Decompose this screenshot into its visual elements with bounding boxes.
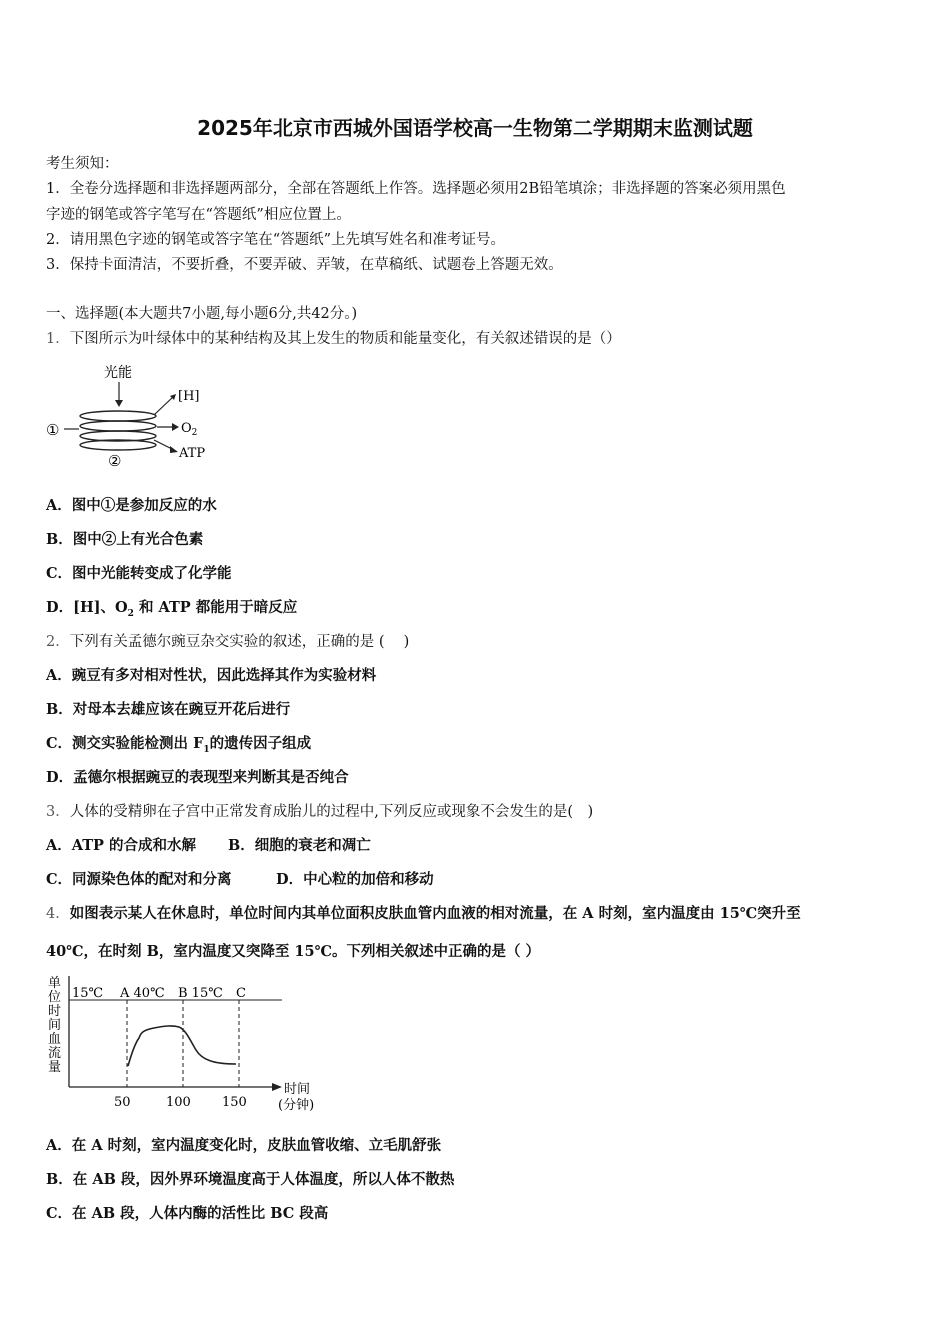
option-text: 图中光能转变成了化学能 <box>72 565 232 582</box>
option-letter: B． <box>228 837 255 854</box>
x-tick-50: 50 <box>114 1095 131 1110</box>
option-letter: A． <box>46 667 72 684</box>
svg-text:时: 时 <box>48 1004 62 1019</box>
svg-text:流: 流 <box>48 1046 62 1061</box>
top-label-c: C <box>236 986 246 1001</box>
atp-label: ATP <box>179 446 206 461</box>
option-1b[interactable] <box>46 528 203 549</box>
option-text: 图中②上有光合色素 <box>72 531 204 548</box>
option-1d[interactable] <box>46 596 297 619</box>
question-number: 2． <box>46 634 70 650</box>
question-number: 1． <box>46 331 70 347</box>
label-circle-1: ① <box>46 421 60 439</box>
option-letter: B． <box>46 531 73 548</box>
notice-item-1-cont: 字迹的钢笔或答字笔写在“答题纸”相应位置上。 <box>46 207 351 223</box>
option-letter: B． <box>46 1171 73 1188</box>
option-4c[interactable] <box>46 1202 328 1223</box>
option-text: 豌豆有多对相对性状，因此选择其作为实验材料 <box>71 667 377 684</box>
option-1a[interactable] <box>46 494 217 515</box>
option-1c[interactable] <box>46 562 232 583</box>
o2-subscript: 2 <box>191 428 198 438</box>
option-letter: C． <box>46 1205 73 1222</box>
x-tick-100: 100 <box>166 1095 191 1110</box>
option-2d[interactable] <box>46 766 349 787</box>
question-4-stem-cont: 40℃，在时刻 B，室内温度又突降至 15℃。下列相关叙述中正确的是（ ） <box>46 943 541 960</box>
question-3-stem <box>46 800 593 821</box>
question-1-stem <box>46 327 621 348</box>
x-axis-unit: (分钟) <box>278 1098 315 1113</box>
notice-item-3: 3．保持卡面清洁，不要折叠，不要弄破、弄皱，在草稿纸、试题卷上答题无效。 <box>46 257 563 273</box>
option-3d[interactable] <box>276 868 434 889</box>
svg-text:间: 间 <box>48 1018 62 1033</box>
option-text: ATP 的合成和水解 <box>71 837 196 854</box>
option-text: 对母本去雄应该在豌豆开花后进行 <box>72 701 291 718</box>
option-3a[interactable] <box>46 834 196 855</box>
svg-text:位: 位 <box>48 990 62 1005</box>
top-label-a-40c: A 40℃ <box>120 986 165 1001</box>
option-letter: D． <box>276 871 304 888</box>
y-axis-label <box>48 976 61 1075</box>
option-letter: B． <box>46 701 73 718</box>
question-number: 4． <box>46 906 70 922</box>
option-4a[interactable] <box>46 1134 441 1155</box>
option-text: 图中①是参加反应的水 <box>71 497 217 514</box>
option-text-post: 的遗传因子组成 <box>209 735 312 752</box>
question-text: 下列有关孟德尔豌豆杂交实验的叙述，正确的是 ( ) <box>69 634 410 650</box>
option-3c[interactable] <box>46 868 232 889</box>
option-letter: A． <box>46 497 72 514</box>
option-text: 细胞的衰老和凋亡 <box>254 837 371 854</box>
svg-text:O2 <box>181 421 197 438</box>
notice-heading: 考生须知： <box>46 156 119 172</box>
blood-flow-curve <box>128 1026 236 1066</box>
option-letter: C． <box>46 871 73 888</box>
option-text: 在 A 时刻，室内温度变化时，皮肤血管收缩、立毛肌舒张 <box>71 1137 442 1154</box>
notice-item-2: 2．请用黑色字迹的钢笔或答字笔在“答题纸”上先填写姓名和准考证号。 <box>46 232 506 248</box>
top-label-15c: 15℃ <box>72 986 104 1001</box>
option-text-pre: [H]、O <box>73 599 128 616</box>
question-4-stem <box>46 902 801 923</box>
option-letter: C． <box>46 565 73 582</box>
option-letter: D． <box>46 769 74 786</box>
top-label-b-15c: B 15℃ <box>178 986 223 1001</box>
option-text: 孟德尔根据豌豆的表现型来判断其是否纯合 <box>73 769 349 786</box>
option-text: 中心粒的加倍和移动 <box>303 871 434 888</box>
option-3b[interactable] <box>228 834 371 855</box>
question-text: 下图所示为叶绿体中的某种结构及其上发生的物质和能量变化，有关叙述错误的是（） <box>69 331 621 347</box>
question-2-stem <box>46 630 409 651</box>
option-letter: A． <box>46 1137 72 1154</box>
h-label: [H] <box>178 389 200 404</box>
question-number: 3． <box>46 804 70 820</box>
option-text-pre: 测交实验能检测出 F <box>72 735 204 752</box>
option-letter: C． <box>46 735 73 752</box>
question-text: 人体的受精卵在子宫中正常发育成胎儿的过程中,下列反应或现象不会发生的是( ) <box>69 804 594 820</box>
option-subscript: 1 <box>203 744 210 755</box>
option-2a[interactable] <box>46 664 376 685</box>
label-circle-2: ② <box>108 452 122 470</box>
option-2c[interactable] <box>46 732 311 755</box>
option-text-post: 和 ATP 都能用于暗反应 <box>133 599 298 616</box>
light-energy-label: 光能 <box>104 365 132 381</box>
option-text: 在 AB 段，人体内酶的活性比 BC 段高 <box>72 1205 329 1222</box>
svg-text:量: 量 <box>48 1060 62 1075</box>
option-text: 同源染色体的配对和分离 <box>72 871 232 888</box>
option-text: 在 AB 段，因外界环境温度高于人体温度，所以人体不散热 <box>72 1171 455 1188</box>
notice-item-1: 1．全卷分选择题和非选择题两部分，全部在答题纸上作答。选择题必须用2B铅笔填涂；非选择题的答案必须用黑色 <box>46 181 786 197</box>
page-title: 2025年北京市西城外国语学校高一生物第二学期期末监测试题 <box>197 116 753 140</box>
x-tick-150: 150 <box>222 1095 247 1110</box>
svg-text:单: 单 <box>48 976 62 991</box>
question-text: 如图表示某人在休息时，单位时间内其单位面积皮肤血管内血液的相对流量，在 A 时刻，室内温度由 15℃突升至 <box>69 905 801 922</box>
option-4b[interactable] <box>46 1168 454 1189</box>
option-subscript: 2 <box>127 608 134 619</box>
section-heading: 一、选择题(本大题共7小题,每小题6分,共42分。) <box>46 306 358 322</box>
thylakoid-figure <box>44 360 224 472</box>
option-2b[interactable] <box>46 698 290 719</box>
x-axis-label: 时间 <box>284 1082 311 1097</box>
o2-label: O <box>181 421 192 436</box>
blood-flow-figure <box>44 972 344 1118</box>
option-letter: D． <box>46 599 74 616</box>
svg-text:血: 血 <box>48 1032 62 1047</box>
option-letter: A． <box>46 837 72 854</box>
